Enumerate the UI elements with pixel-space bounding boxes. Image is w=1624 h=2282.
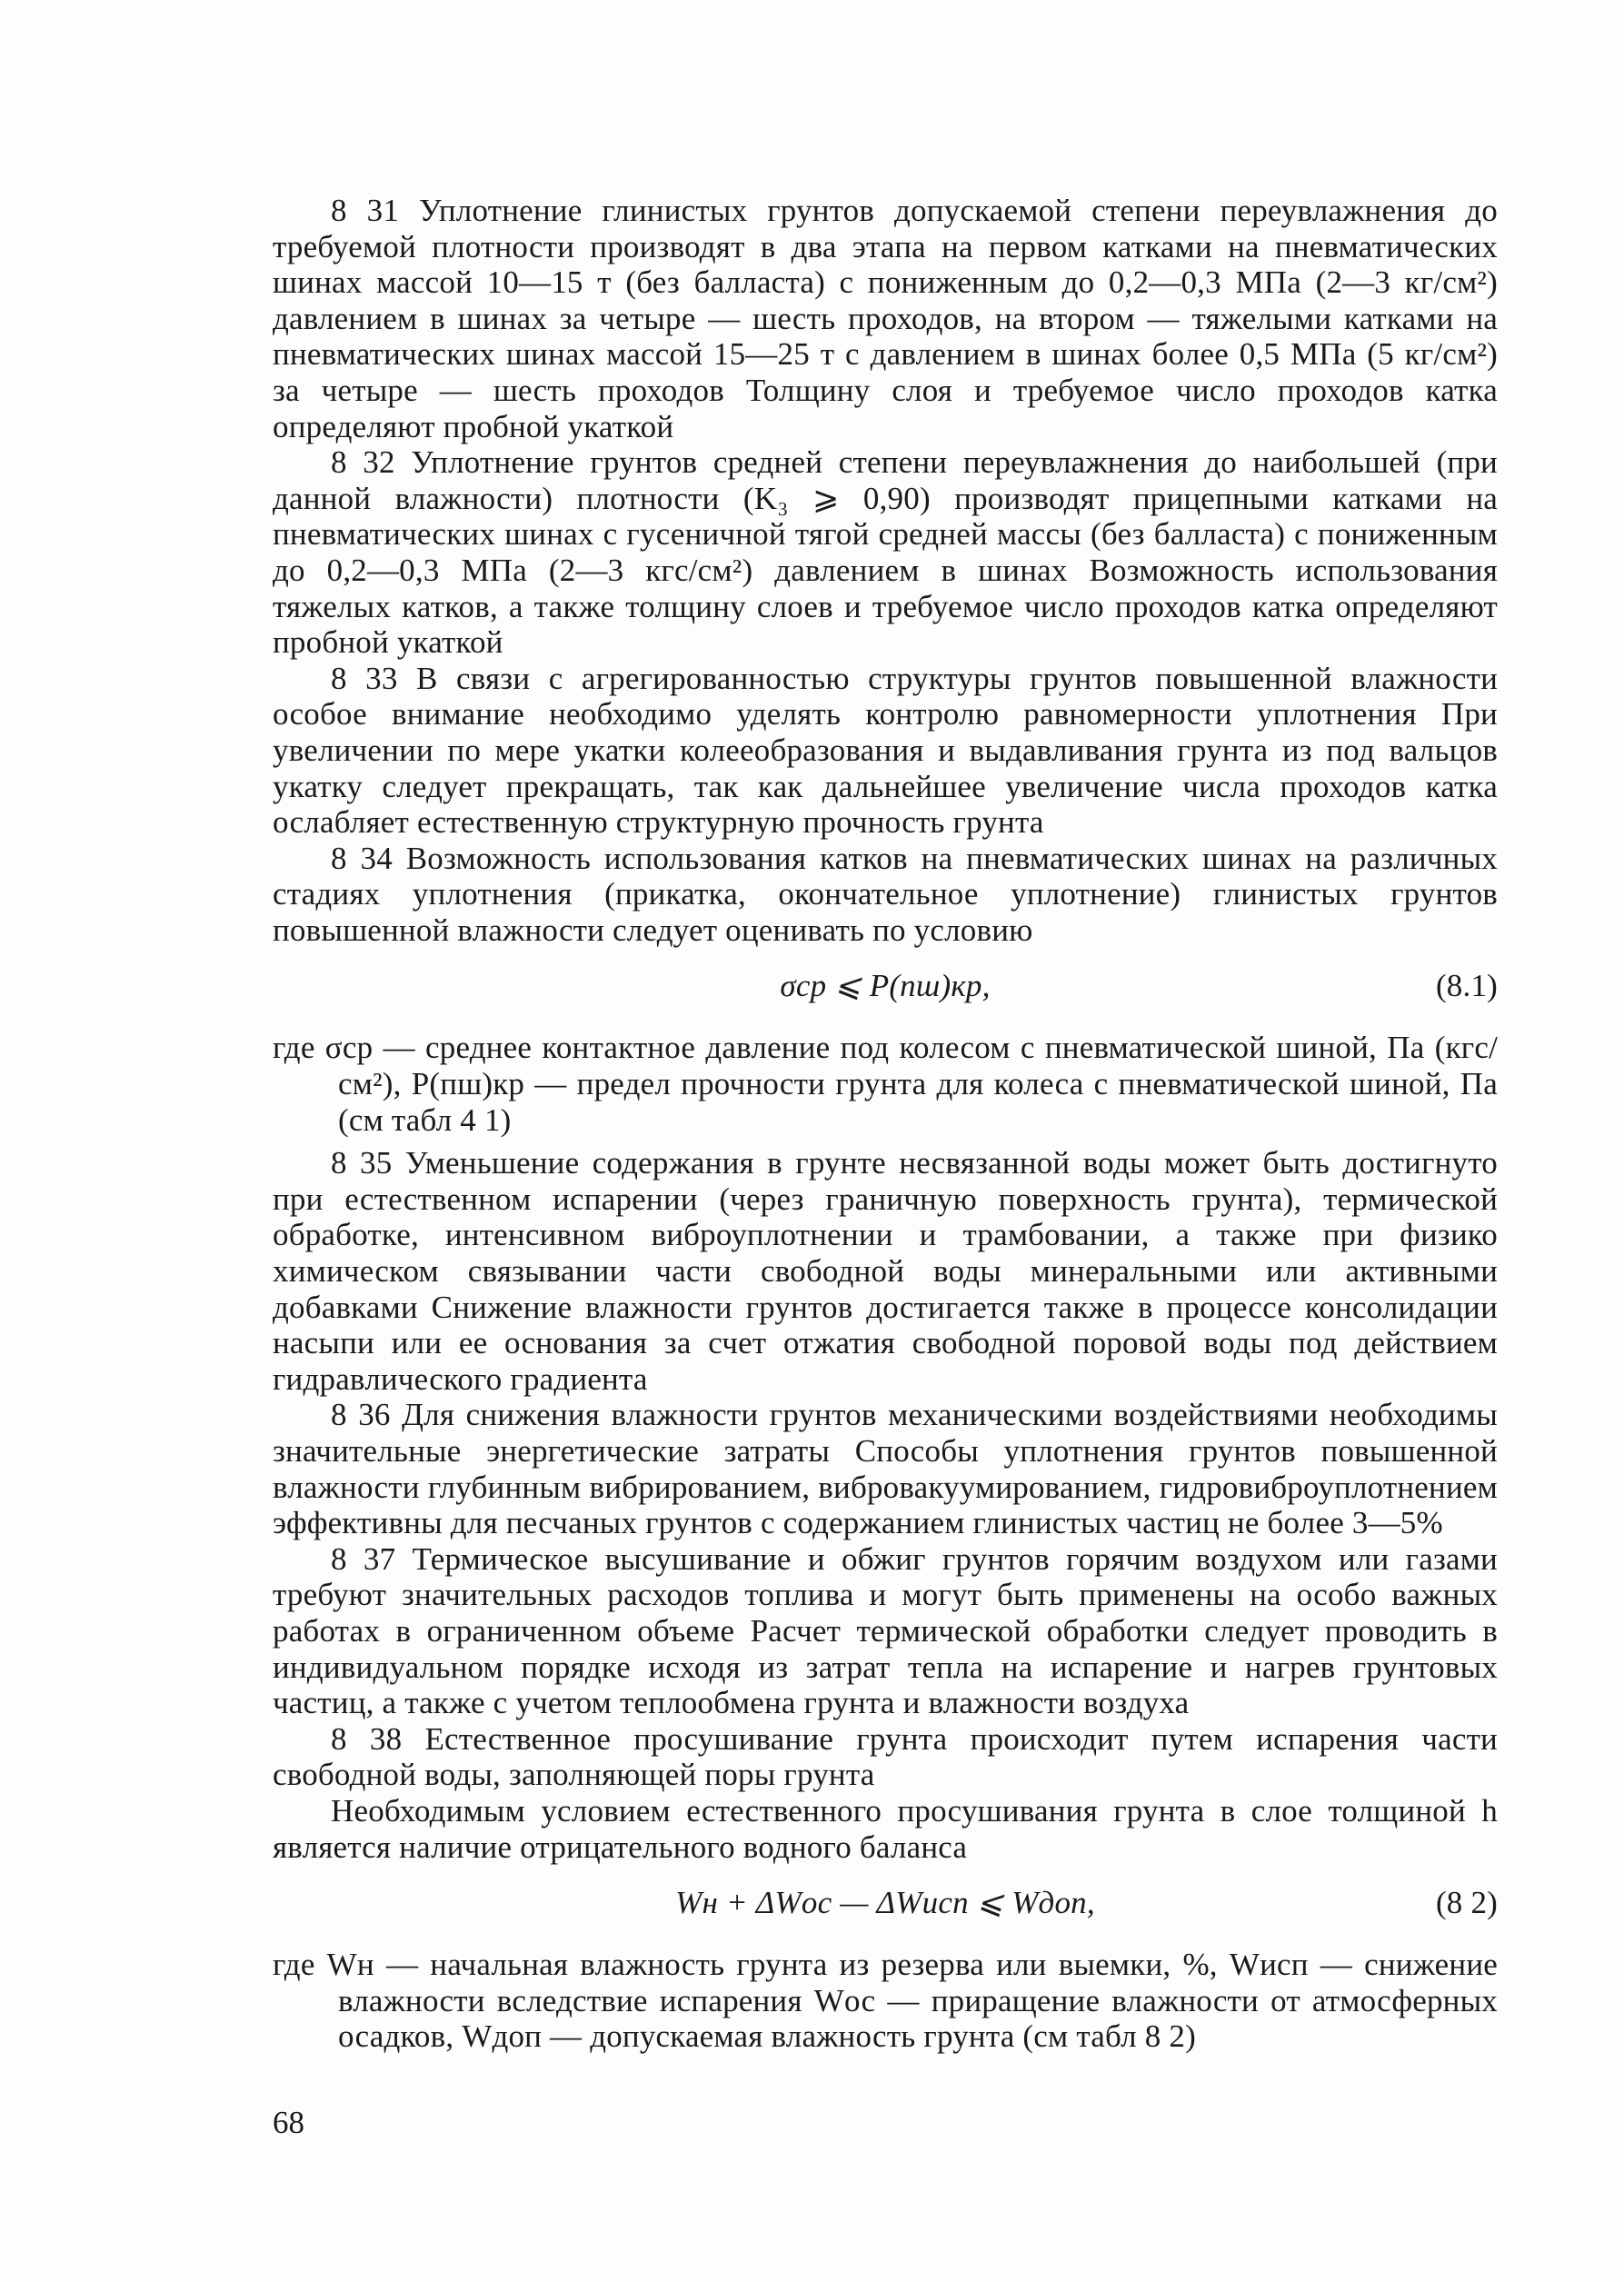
formula-8-2-number: (8 2): [1435, 1885, 1498, 1921]
formula-8-2-expression: Wн + ΔWос — ΔWисп ⩽ Wдоп,: [675, 1885, 1095, 1921]
paragraph-8-33: 8 33 В связи с агрегированностью структуры грунтов повышенной влажности особое внимание необходимо уделять контролю равномерности уплотнения При увеличении по мере укатки колееобразования и выдавливания грунта из под вальцов укатку следует прекращать, так как дальнейшее увеличение числа проходов катка ослабляет естественную структурную прочность грунта: [273, 660, 1498, 841]
paragraph-8-38-continued: Необходимым условием естественного просушивания грунта в слое толщиной h является наличие отрицательного водного баланса: [273, 1792, 1498, 1865]
paragraph-8-34: 8 34 Возможность использования катков на пневматических шинах на различных стадиях уплотнения (прикатка, окончательное уплотнение) глинистых грунтов повышенной влажности следует оценивать по условию: [273, 840, 1498, 948]
formula-8-1: [273, 961, 1498, 1021]
formula-8-1-legend: где σср — среднее контактное давление под колесом с пневматической шиной, Па (кгс/см²), P(пш)кр — предел прочности грунта для колеса с пневматической шиной, Па (см табл 4 1): [273, 1030, 1498, 1138]
paragraph-8-38: 8 38 Естественное просушивание грунта происходит путем испарения части свободной воды, заполняющей поры грунта: [273, 1720, 1498, 1793]
document-body: [273, 193, 1498, 2058]
paragraph-8-31: 8 31 Уплотнение глинистых грунтов допускаемой степени переувлажнения до требуемой плотности производят в два этапа на первом катками на пневматических шинах массой 10—15 т (без балласта) с пониженным до 0,2—0,3 МПа (2—3 кг/см²) давлением в шинах за четыре — шесть проходов, на втором — тяжелыми катками на пневматических шинах массой 15—25 т с давлением в шинах более 0,5 МПа (5 кг/см²) за четыре — шесть проходов Толщину слоя и требуемое число проходов катка определяют пробной укаткой: [273, 193, 1498, 444]
page-number: 68: [273, 2105, 304, 2140]
paragraph-8-37: 8 37 Термическое высушивание и обжиг грунтов горячим воздухом или газами требуют значительных расходов топлива и могут быть применены на особо важных работах в ограниченном объеме Расчет термической обработки следует проводить в индивидуальном порядке исходя из затрат тепла на испарение и нагрев грунтовых частиц, а также с учетом теплообмена грунта и влажности воздуха: [273, 1540, 1498, 1721]
paragraph-8-36: 8 36 Для снижения влажности грунтов механическими воздействиями необходимы значительные энергетические затраты Способы уплотнения грунтов повышенной влажности глубинным вибрированием, вибровакуумированием, гидровиброуплотнением эффективны для песчаных грунтов с содержанием глинистых частиц не более 3—5%: [273, 1397, 1498, 1541]
formula-8-2-legend: где Wн — начальная влажность грунта из резерва или выемки, %, Wисп — снижение влажности вследствие испарения Wос — приращение влажности от атмосферных осадков, Wдоп — допускаемая влажность грунта (см табл 8 2): [273, 1947, 1498, 2055]
paragraph-8-35: 8 35 Уменьшение содержания в грунте несвязанной воды может быть достигнуто при естественном испарении (через граничную поверхность грунта), термической обработке, интенсивном виброуплотнении и трамбовании, а также при физико химическом связывании части свободной воды минеральными или активными добавками Снижение влажности грунтов достигается также в процессе консолидации насыпи или ее основания за счет отжатия свободной поровой воды под действием гидравлического градиента: [273, 1145, 1498, 1397]
formula-8-1-number: (8.1): [1435, 968, 1498, 1004]
paragraph-8-32: 8 32 Уплотнение грунтов средней степени переувлажнения до наибольшей (при данной влажности) плотности (K₃ ⩾ 0,90) производят прицепными катками на пневматических шинах с гусеничной тягой средней массы (без балласта) с пониженным до 0,2—0,3 МПа (2—3 кгс/см²) давлением в шинах Возможность использования тяжелых катков, а также толщину слоев и требуемое число проходов катка определяют пробной укаткой: [273, 444, 1498, 661]
formula-8-2: [273, 1878, 1498, 1938]
formula-8-1-expression: σср ⩽ P(пш)кр,: [780, 968, 991, 1004]
